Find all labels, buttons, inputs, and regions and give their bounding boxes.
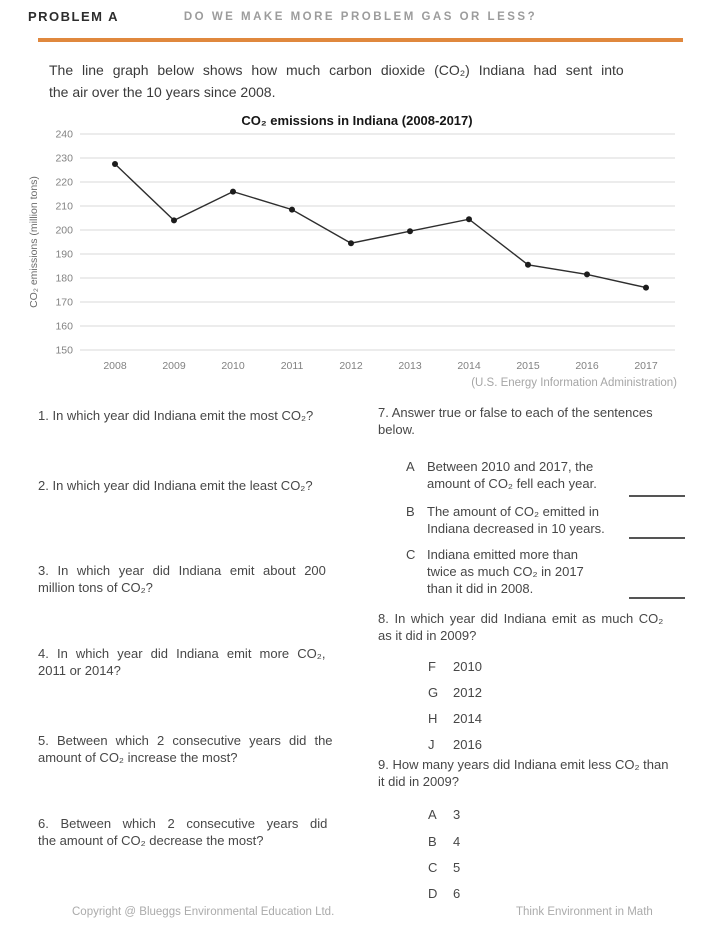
option-letter: G <box>428 685 439 700</box>
question-line: 8. In which year did Indiana emit as much CO₂ <box>378 611 664 626</box>
item-line: Indiana emitted more than <box>427 547 579 562</box>
emissions-line-chart <box>0 110 710 400</box>
question-1 <box>38 407 354 424</box>
y-tick-label: 180 <box>55 272 73 285</box>
intro-line: The line graph below shows how much carbon dioxide (CO₂) Indiana had sent into <box>49 62 624 78</box>
option-a <box>428 808 460 822</box>
item-line: twice as much CO₂ in 2017 <box>427 564 584 579</box>
x-tick-label: 2016 <box>575 360 599 372</box>
chart-title: CO₂ emissions in Indiana (2008-2017) <box>241 113 473 128</box>
option-f <box>428 660 482 674</box>
x-tick-label: 2008 <box>103 360 127 372</box>
option-d <box>428 887 460 901</box>
option-letter: B <box>428 834 437 849</box>
option-value: 2010 <box>453 659 482 674</box>
question-2 <box>38 477 354 494</box>
x-tick-label: 2014 <box>457 360 481 372</box>
option-value: 5 <box>453 860 461 875</box>
answer-blank-a[interactable] <box>629 495 685 497</box>
question-line: 2. In which year did Indiana emit the least CO₂? <box>38 478 313 493</box>
y-tick-label: 150 <box>55 344 73 357</box>
option-h <box>428 712 482 726</box>
question-line: 9. How many years did Indiana emit less CO₂ than <box>378 757 669 772</box>
question-line: the amount of CO₂ decrease the most? <box>38 833 264 848</box>
option-letter: D <box>428 886 438 901</box>
x-tick-label: 2017 <box>634 360 658 372</box>
data-point <box>289 207 295 213</box>
option-letter: F <box>428 659 436 674</box>
option-g <box>428 686 482 700</box>
x-tick-label: 2012 <box>339 360 363 372</box>
true-false-item-c <box>378 546 678 597</box>
option-value: 6 <box>453 886 461 901</box>
problem-label: PROBLEM A <box>28 9 120 24</box>
option-letter: H <box>428 711 438 726</box>
y-axis-label: CO₂ emissions (million tons) <box>28 176 40 308</box>
question-line: 1. In which year did Indiana emit the most CO₂? <box>38 408 314 423</box>
question-line: 5. Between which 2 consecutive years did the <box>38 733 333 748</box>
item-line: amount of CO₂ fell each year. <box>427 476 597 491</box>
option-letter: A <box>428 807 437 822</box>
question-line: 3. In which year did Indiana emit about 200 <box>38 563 326 578</box>
y-tick-label: 170 <box>55 296 73 309</box>
emissions-line <box>115 164 646 288</box>
data-point <box>466 216 472 222</box>
footer-copyright: Copyright @ Blueggs Environmental Education Ltd. <box>72 906 335 918</box>
question-6 <box>38 815 354 849</box>
true-false-item-a <box>378 458 678 492</box>
header-subtitle: DO WE MAKE MORE PROBLEM GAS OR LESS? <box>183 11 538 23</box>
data-point <box>112 161 118 167</box>
item-text <box>427 458 678 492</box>
question-line: 7. Answer true or false to each of the sentences <box>378 405 653 420</box>
y-tick-label: 220 <box>55 176 73 189</box>
item-line: Indiana decreased in 10 years. <box>427 521 605 536</box>
option-value: 3 <box>453 807 461 822</box>
y-tick-label: 230 <box>55 152 73 165</box>
item-line: than it did in 2008. <box>427 581 534 596</box>
item-line: The amount of CO₂ emitted in <box>427 504 599 519</box>
question-line: 2011 or 2014? <box>38 663 121 678</box>
answer-blank-b[interactable] <box>629 537 685 539</box>
question-5 <box>38 732 354 766</box>
data-point <box>407 228 413 234</box>
option-letter: C <box>428 860 438 875</box>
option-c <box>428 861 460 875</box>
item-text <box>427 503 678 537</box>
question-line: it did in 2009? <box>378 774 459 789</box>
item-letter: C <box>406 547 416 562</box>
item-letter: A <box>406 459 415 474</box>
question-8 <box>378 610 684 644</box>
x-tick-label: 2010 <box>221 360 245 372</box>
intro-paragraph <box>49 59 677 103</box>
y-tick-label: 210 <box>55 200 73 213</box>
option-b <box>428 835 460 849</box>
x-tick-label: 2011 <box>280 360 304 372</box>
option-value: 2016 <box>453 737 482 752</box>
data-point <box>348 240 354 246</box>
data-point <box>525 262 531 268</box>
x-tick-label: 2015 <box>516 360 540 372</box>
item-letter: B <box>406 504 415 519</box>
true-false-item-b <box>378 503 678 537</box>
x-tick-label: 2009 <box>162 360 186 372</box>
option-value: 2012 <box>453 685 482 700</box>
question-line: 4. In which year did Indiana emit more CO₂, <box>38 646 326 661</box>
y-tick-label: 190 <box>55 248 73 261</box>
y-tick-label: 160 <box>55 320 73 333</box>
question-7 <box>378 404 684 438</box>
question-line: 6. Between which 2 consecutive years did <box>38 816 328 831</box>
x-tick-label: 2013 <box>398 360 422 372</box>
question-3 <box>38 562 354 596</box>
data-point <box>643 285 649 291</box>
header-accent-rule <box>38 38 683 42</box>
data-point <box>584 271 590 277</box>
option-j <box>428 738 482 752</box>
option-value: 4 <box>453 834 461 849</box>
chart-source-note: (U.S. Energy Information Administration) <box>471 377 677 389</box>
question-4 <box>38 645 354 679</box>
question-line: below. <box>378 422 415 437</box>
answer-blank-c[interactable] <box>629 597 685 599</box>
data-point <box>230 189 236 195</box>
option-value: 2014 <box>453 711 482 726</box>
data-point <box>171 217 177 223</box>
question-line: million tons of CO₂? <box>38 580 153 595</box>
intro-line: the air over the 10 years since 2008. <box>49 84 276 100</box>
question-9 <box>378 756 684 790</box>
question-line: amount of CO₂ increase the most? <box>38 750 238 765</box>
item-text <box>427 546 678 597</box>
item-line: Between 2010 and 2017, the <box>427 459 594 474</box>
y-tick-label: 200 <box>55 224 73 237</box>
option-letter: J <box>428 737 435 752</box>
question-line: as it did in 2009? <box>378 628 477 643</box>
y-tick-label: 240 <box>55 128 73 141</box>
footer-tagline: Think Environment in Math <box>516 906 653 918</box>
